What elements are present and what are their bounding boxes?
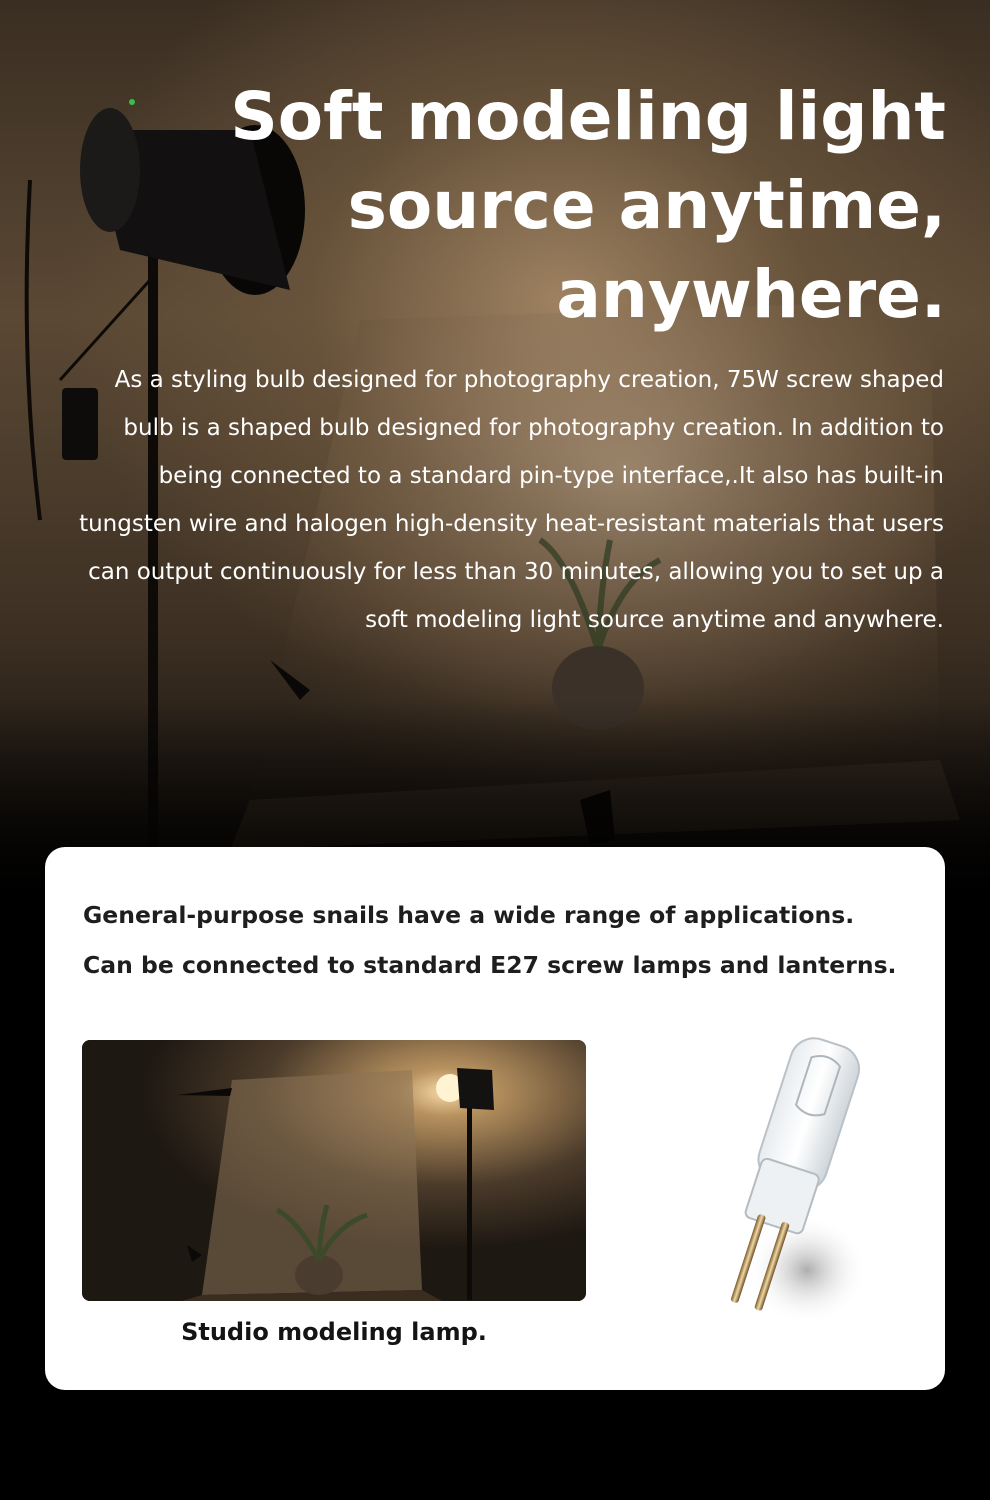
applications-line-1: General-purpose snails have a wide range of applications.: [83, 901, 855, 929]
halogen-bulb-image: [637, 1015, 937, 1355]
applications-card: [45, 847, 945, 1390]
page-headline: Soft modeling light source anytime, anywhere.: [230, 78, 946, 333]
product-description: As a styling bulb designed for photography creation, 75W screw shaped bulb is a shaped bulb designed for photography creation. In addition to being connected to a standard pin-type interface,.It also has built-in tungsten wire and halogen high-density heat-resistant materials that users can output continuously for less than 30 minutes, allowing you to set up a soft modeling light source anytime and anywhere.: [79, 367, 944, 633]
applications-line-2: Can be connected to standard E27 screw lamps and lanterns.: [83, 951, 897, 979]
studio-photo-image: [82, 1040, 586, 1301]
studio-photo-caption: Studio modeling lamp.: [181, 1318, 487, 1346]
studio-photo: [82, 1040, 586, 1301]
